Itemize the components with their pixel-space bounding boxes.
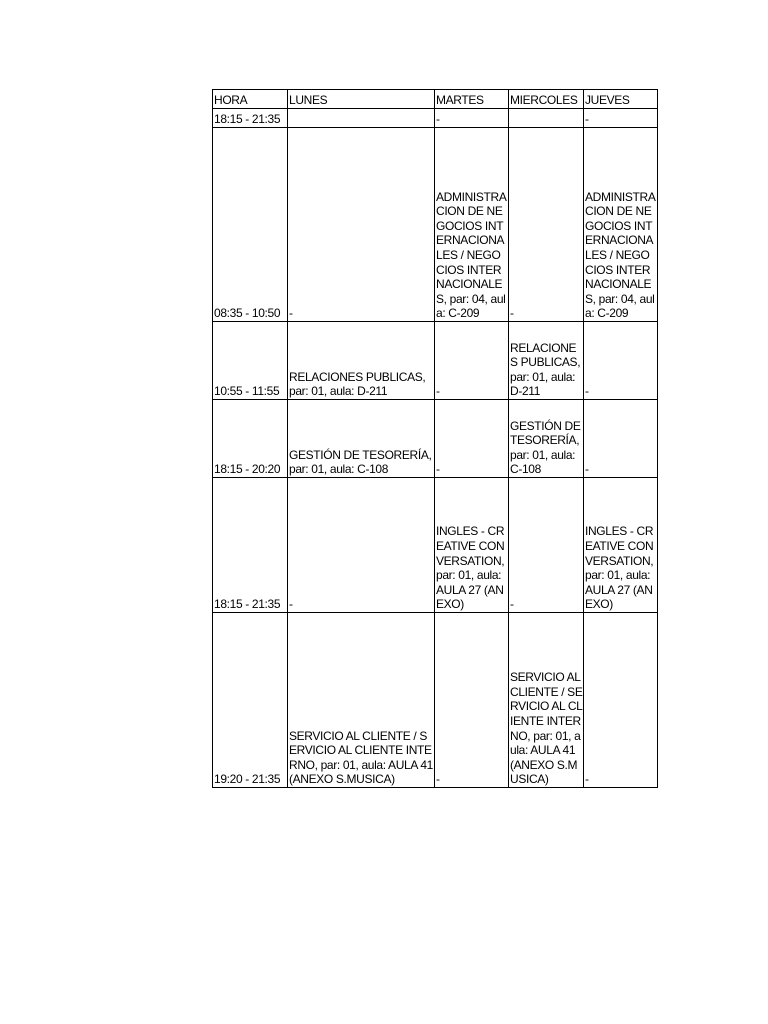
time-cell: 10:55 - 11:55: [213, 322, 288, 400]
martes-cell: -: [435, 109, 509, 128]
time-cell: 19:20 - 21:35: [213, 613, 288, 788]
table-row: [213, 322, 658, 400]
header-row: [213, 90, 658, 109]
jueves-cell: -: [584, 109, 658, 128]
table-row: [213, 613, 658, 788]
time-cell: 18:15 - 21:35: [213, 478, 288, 613]
martes-cell: ADMINISTRACION DE NEGOCIOS INTERNACIONALES / NEGOCIOS INTERNACIONALES, par: 04, aula: C-209: [435, 128, 509, 322]
table-row: [213, 400, 658, 478]
lunes-cell: -: [288, 128, 435, 322]
miercoles-cell: GESTIÓN DE TESORERÍA, par: 01, aula: C-108: [509, 400, 584, 478]
header-hora: HORA: [213, 90, 288, 109]
miercoles-cell: SERVICIO AL CLIENTE / SERVICIO AL CLIENTE INTERNO, par: 01, aula: AULA 41 (ANEXO S.MUSICA): [509, 613, 584, 788]
lunes-cell: SERVICIO AL CLIENTE / SERVICIO AL CLIENTE INTERNO, par: 01, aula: AULA 41 (ANEXO S.MUSICA): [288, 613, 435, 788]
time-cell: 18:15 - 20:20: [213, 400, 288, 478]
martes-cell: -: [435, 400, 509, 478]
header-jueves: JUEVES: [584, 90, 658, 109]
miercoles-cell: -: [509, 478, 584, 613]
lunes-cell: -: [288, 478, 435, 613]
jueves-cell: -: [584, 613, 658, 788]
jueves-cell: ADMINISTRACION DE NEGOCIOS INTERNACIONALES / NEGOCIOS INTERNACIONALES, par: 04, aula: C-209: [584, 128, 658, 322]
header-martes: MARTES: [435, 90, 509, 109]
table-row: [213, 128, 658, 322]
jueves-cell: -: [584, 400, 658, 478]
lunes-cell: [288, 109, 435, 128]
martes-cell: -: [435, 322, 509, 400]
jueves-cell: -: [584, 322, 658, 400]
time-cell: 08:35 - 10:50: [213, 128, 288, 322]
lunes-cell: RELACIONES PUBLICAS, par: 01, aula: D-211: [288, 322, 435, 400]
table-row: [213, 109, 658, 128]
header-lunes: LUNES: [288, 90, 435, 109]
martes-cell: INGLES - CREATIVE CONVERSATION, par: 01, aula: AULA 27 (ANEXO): [435, 478, 509, 613]
schedule-sheet: [212, 89, 658, 788]
time-cell: 18:15 - 21:35: [213, 109, 288, 128]
header-miercoles: MIERCOLES: [509, 90, 584, 109]
miercoles-cell: -: [509, 128, 584, 322]
table-row: [213, 478, 658, 613]
jueves-cell: INGLES - CREATIVE CONVERSATION, par: 01, aula: AULA 27 (ANEXO): [584, 478, 658, 613]
martes-cell: -: [435, 613, 509, 788]
miercoles-cell: RELACIONES PUBLICAS, par: 01, aula: D-211: [509, 322, 584, 400]
schedule-table: [212, 89, 658, 788]
lunes-cell: GESTIÓN DE TESORERÍA, par: 01, aula: C-108: [288, 400, 435, 478]
miercoles-cell: [509, 109, 584, 128]
